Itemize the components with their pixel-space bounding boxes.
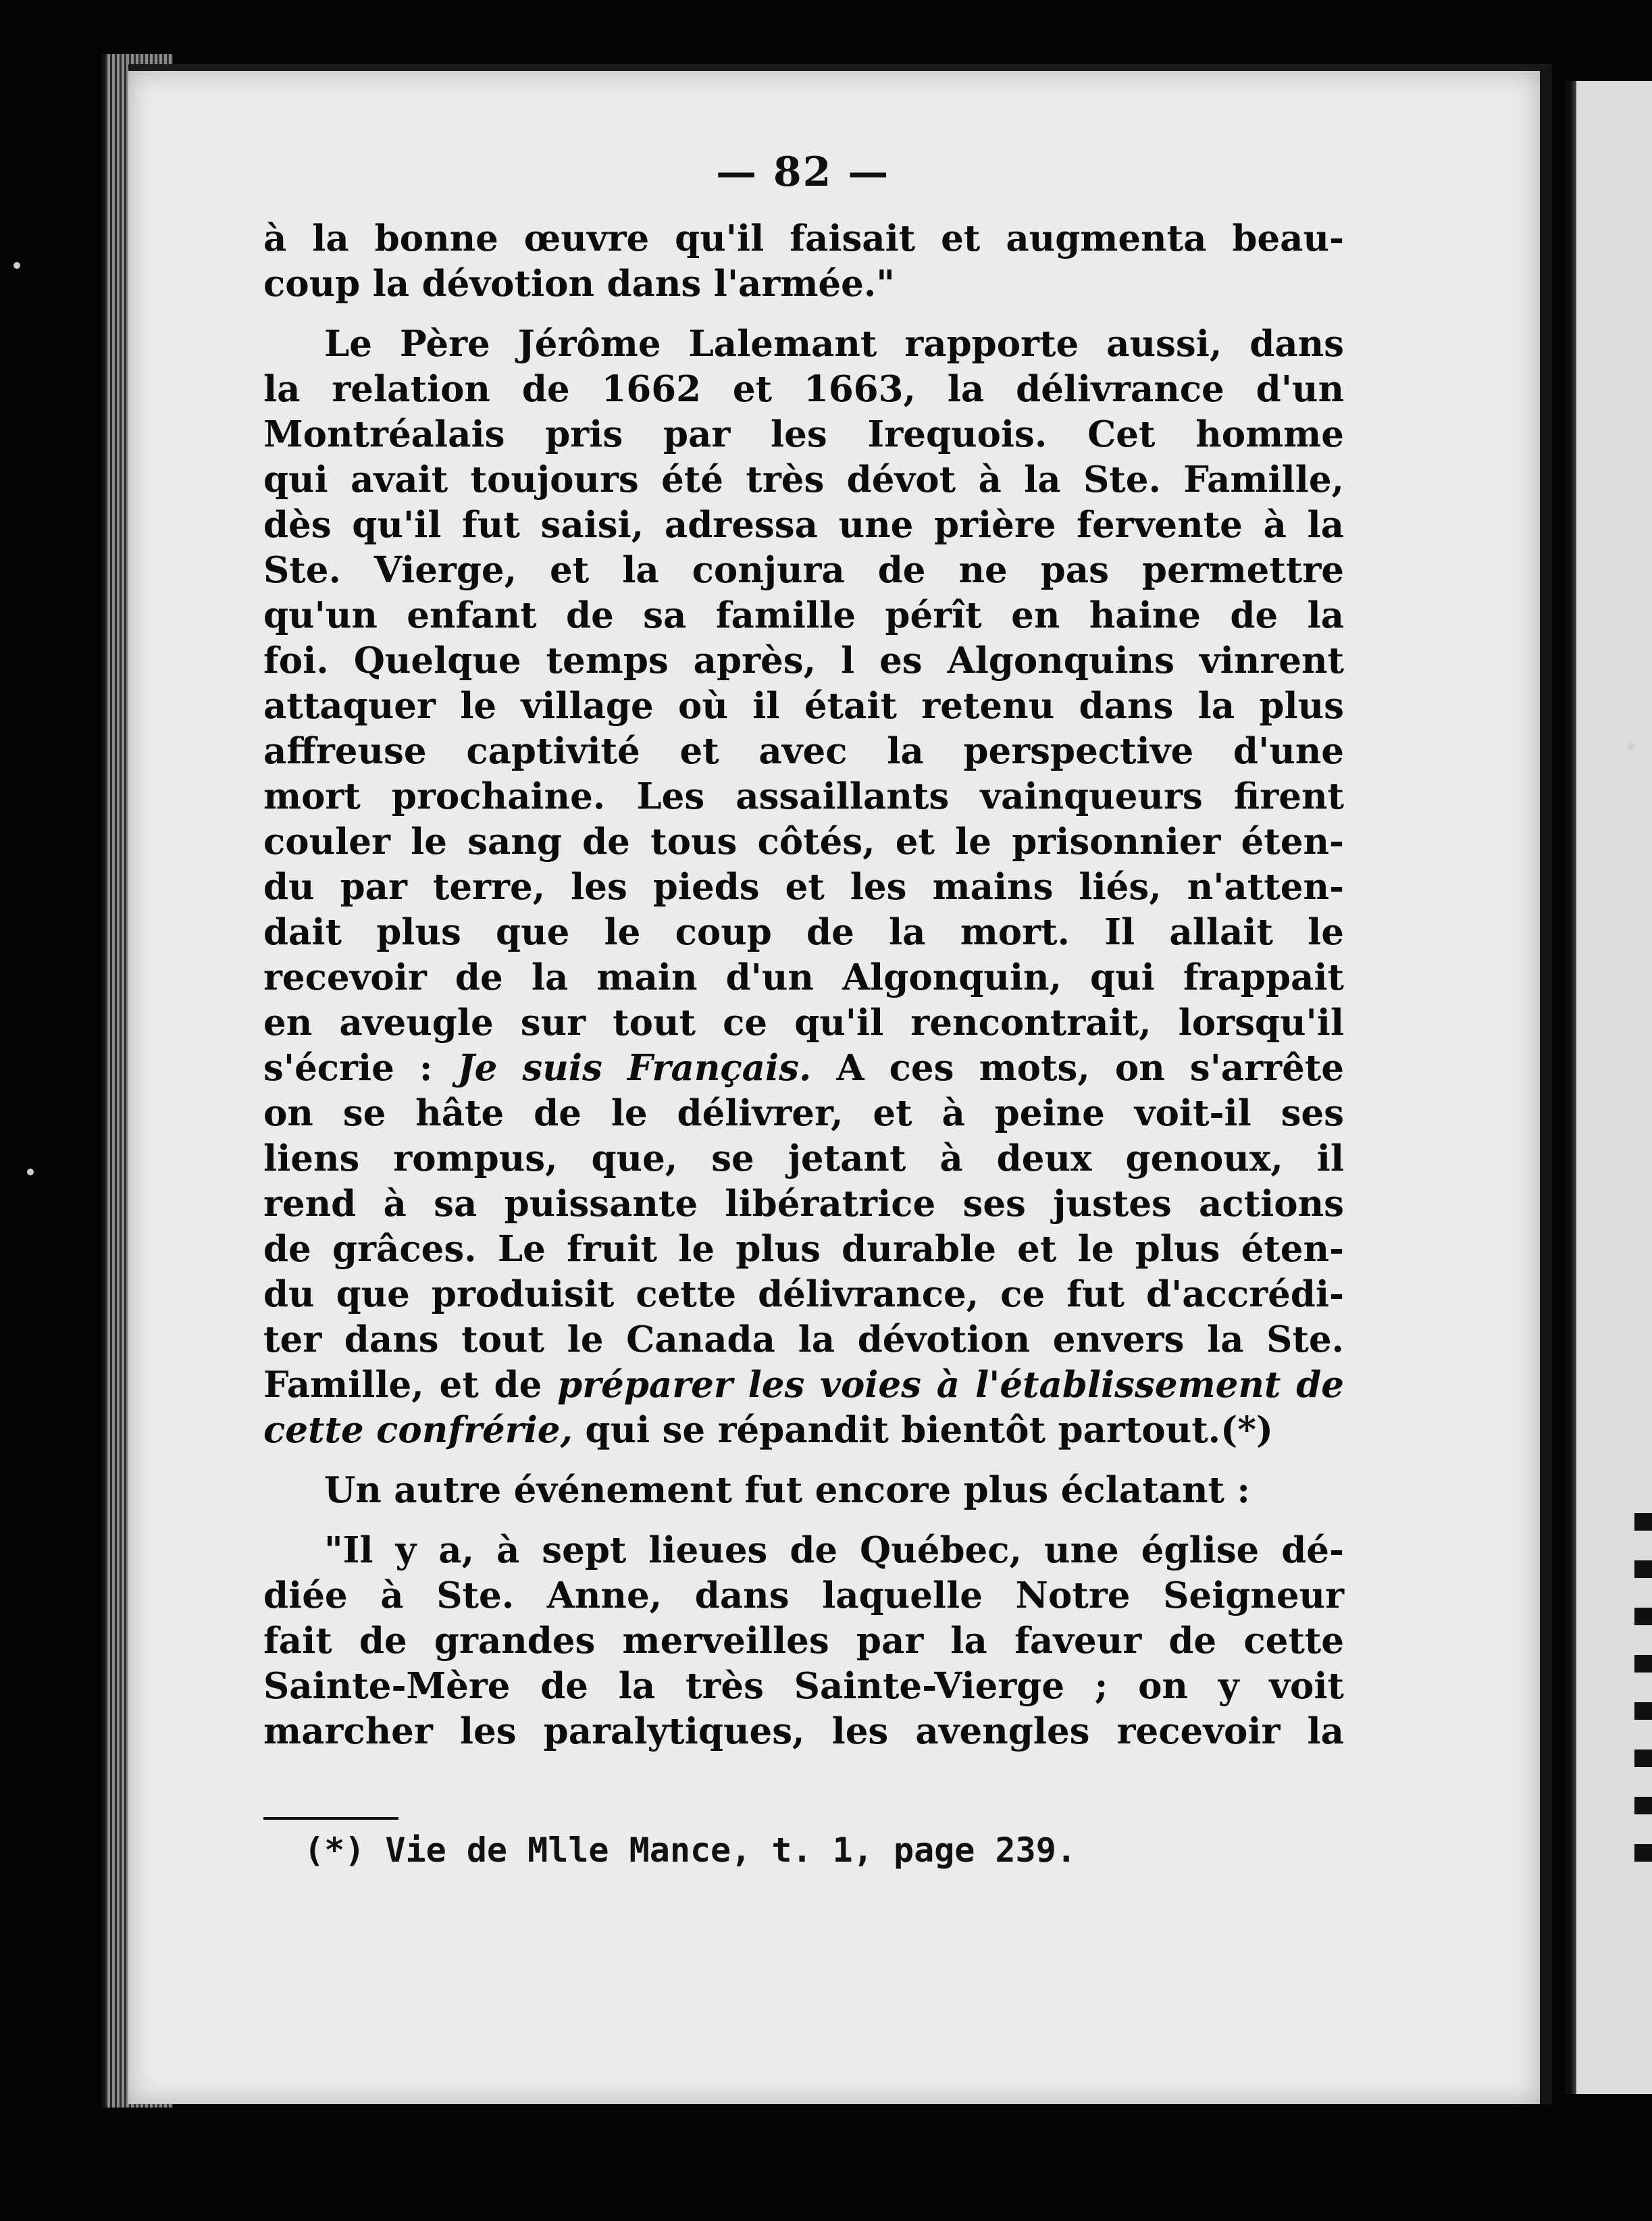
scan-speck bbox=[14, 262, 20, 269]
text-line: Un autre événement fut encore plus éclatant : bbox=[324, 1469, 1250, 1511]
footnote-separator bbox=[263, 1817, 398, 1820]
text-line: du que produisit cette délivrance, ce fut d'accrédi- bbox=[263, 1273, 1344, 1315]
text-line: qu'un enfant de sa famille pérît en haine de la bbox=[263, 594, 1344, 636]
text-line-with-italic: Famille, et de préparer les voies à l'établissement de bbox=[263, 1364, 1344, 1406]
text-line-with-italic: s'écrie : Je suis Français. A ces mots, on s'arrête bbox=[263, 1047, 1344, 1089]
italic-phrase: préparer les voies à l'établissement de bbox=[557, 1364, 1344, 1406]
text-line: recevoir de la main d'un Algonquin, qui frappait bbox=[263, 956, 1344, 998]
page-number: — 82 — bbox=[716, 149, 890, 196]
text-line: coup la dévotion dans l'armée." bbox=[263, 263, 895, 305]
text-line: en aveugle sur tout ce qu'il rencontrait, lorsqu'il bbox=[263, 1002, 1344, 1044]
text-line: attaquer le village où il était retenu dans la plus bbox=[263, 685, 1344, 727]
text-line: marcher les paralytiques, les avengles recevoir la bbox=[263, 1710, 1344, 1752]
scan-speck bbox=[1628, 743, 1634, 750]
text-line: la relation de 1662 et 1663, la délivrance d'un bbox=[263, 368, 1344, 410]
text-line: de grâces. Le fruit le plus durable et le plus éten- bbox=[263, 1228, 1344, 1270]
text-line: couler le sang de tous côtés, et le prisonnier éten- bbox=[263, 821, 1344, 863]
text-line: Montréalais pris par les Irequois. Cet homme bbox=[263, 413, 1344, 455]
text-line: fait de grandes merveilles par la faveur de cette bbox=[263, 1620, 1344, 1662]
footnote: (*) Vie de Mlle Mance, t. 1, page 239. bbox=[304, 1831, 1077, 1870]
text-line: dès qu'il fut saisi, adressa une prière fervente à la bbox=[263, 504, 1344, 546]
text-line: ter dans tout le Canada la dévotion envers la Ste. bbox=[263, 1319, 1344, 1360]
text-line: Sainte-Mère de la très Sainte-Vierge ; on y voit bbox=[263, 1665, 1344, 1707]
text-line: mort prochaine. Les assaillants vainqueurs firent bbox=[263, 775, 1344, 817]
text-line-with-italic: cette confrérie, qui se répandit bientôt partout.(*) bbox=[263, 1409, 1273, 1451]
page-fold bbox=[1571, 81, 1576, 2094]
italic-phrase: cette confrérie, bbox=[263, 1409, 573, 1451]
text-line: foi. Quelque temps après, l es Algonquins vinrent bbox=[263, 640, 1344, 682]
text-line: qui avait toujours été très dévot à la Ste. Famille, bbox=[263, 459, 1344, 501]
text-line: Ste. Vierge, et la conjura de ne pas permettre bbox=[263, 549, 1344, 591]
text-line: affreuse captivité et avec la perspective d'une bbox=[263, 730, 1344, 772]
italic-phrase: Je suis Français. bbox=[457, 1047, 812, 1089]
text-line: rend à sa puissante libératrice ses justes actions bbox=[263, 1183, 1344, 1225]
text-line: dait plus que le coup de la mort. Il allait le bbox=[263, 911, 1344, 953]
text-line: à la bonne œuvre qu'il faisait et augmenta beau- bbox=[263, 218, 1344, 259]
text-line: du par terre, les pieds et les mains liés, n'atten- bbox=[263, 866, 1344, 908]
text-line: liens rompus, que, se jetant à deux genoux, il bbox=[263, 1138, 1344, 1179]
text-line: Le Père Jérôme Lalemant rapporte aussi, dans bbox=[324, 323, 1344, 365]
body-text bbox=[263, 216, 1344, 1754]
scan-speck bbox=[27, 1169, 34, 1175]
text-line: "Il y a, à sept lieues de Québec, une église dé- bbox=[324, 1529, 1344, 1571]
text-line: diée à Ste. Anne, dans laquelle Notre Seigneur bbox=[263, 1575, 1344, 1616]
facing-page-text-fragments bbox=[1634, 1513, 1652, 1891]
text-line: on se hâte de le délivrer, et à peine voit-il ses bbox=[263, 1092, 1344, 1134]
